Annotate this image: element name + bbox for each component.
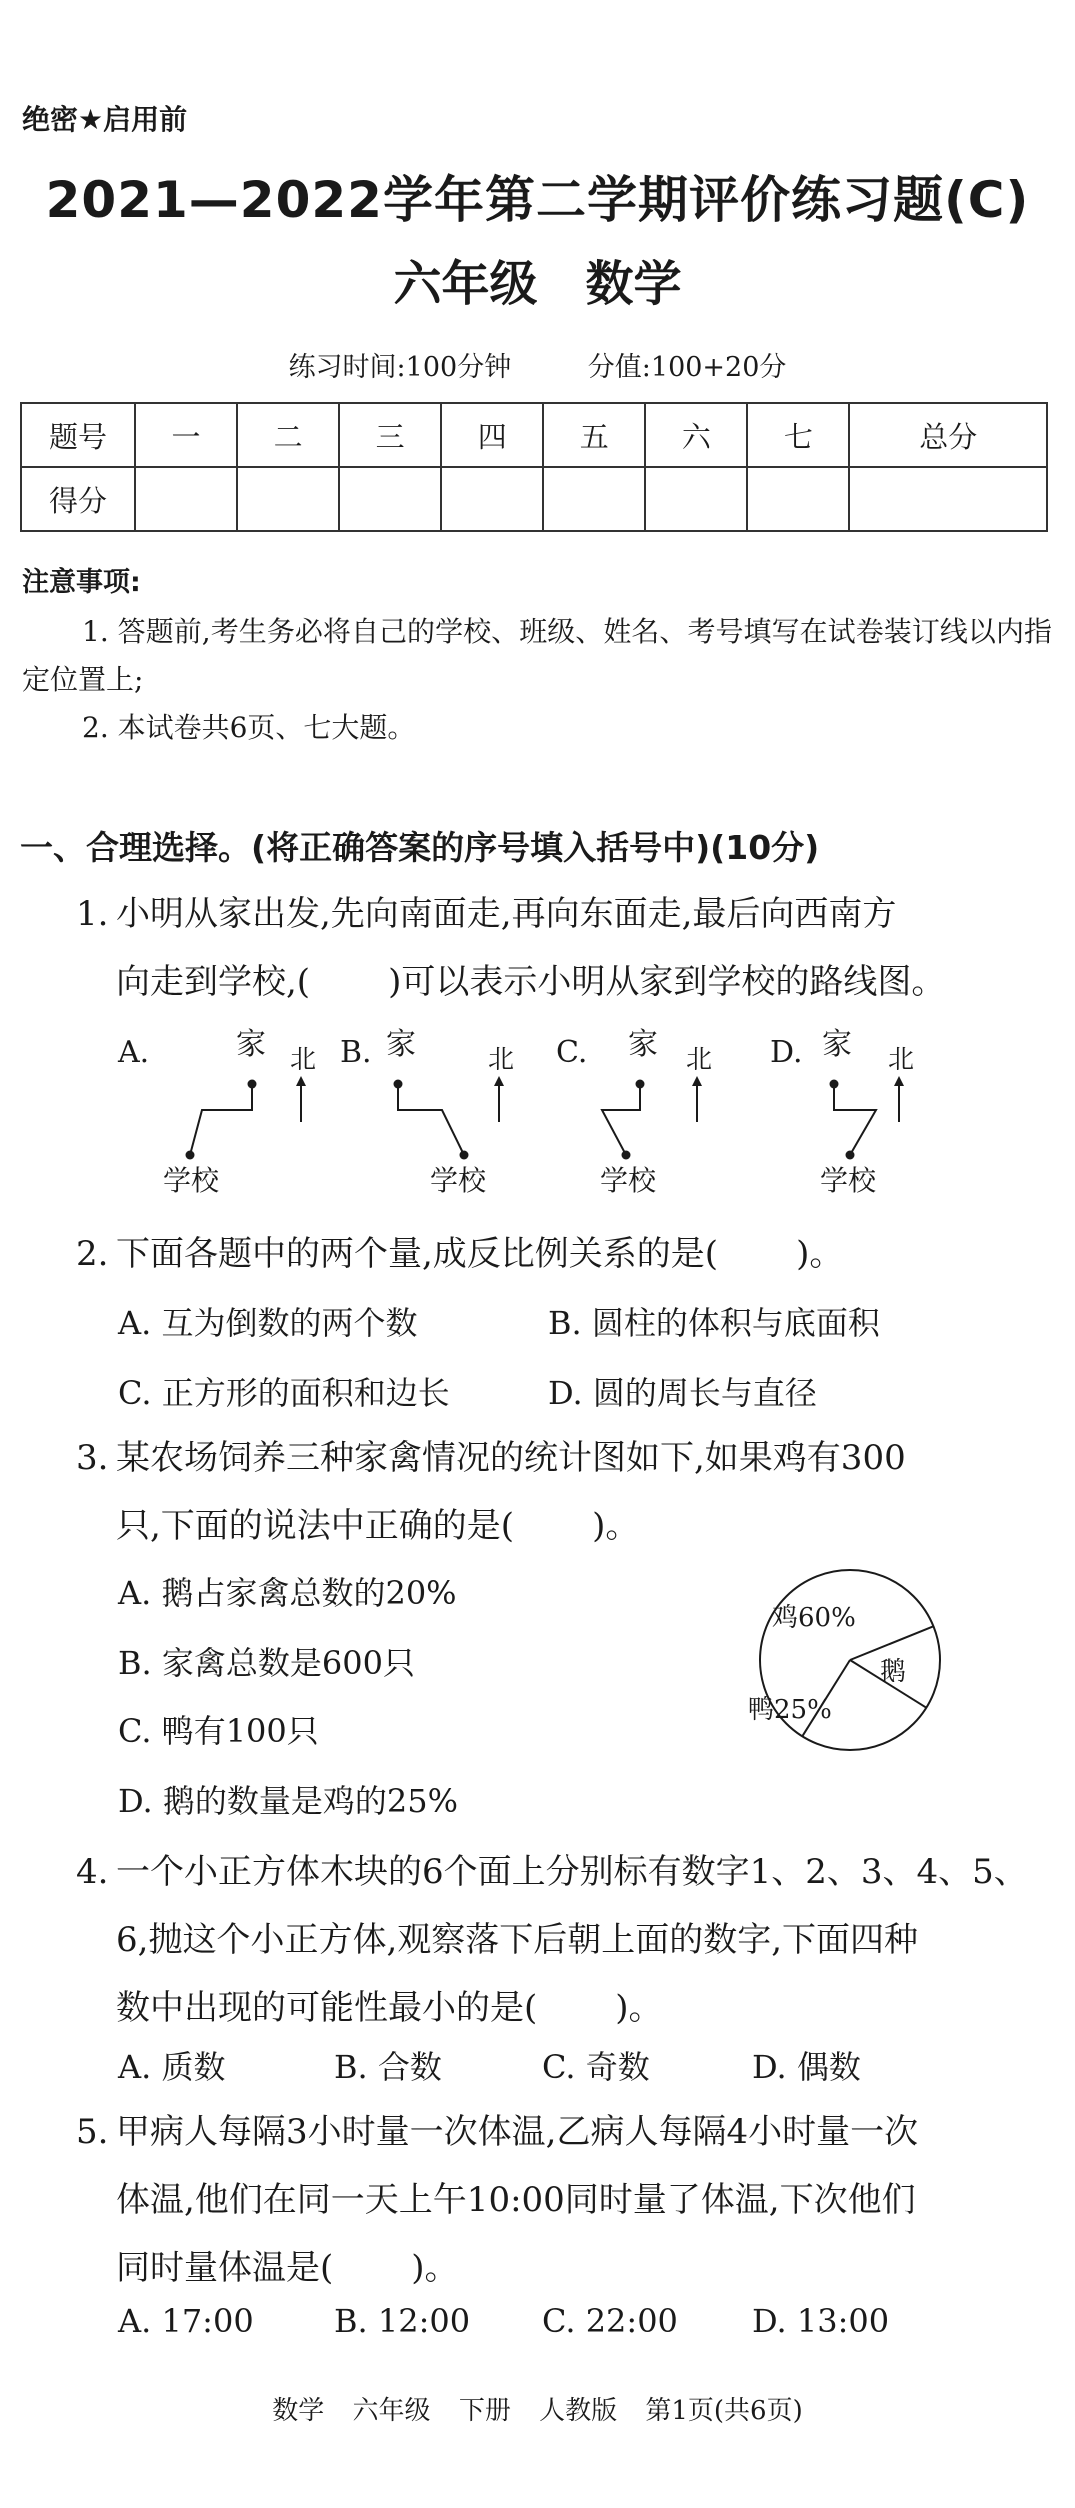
score-cell[interactable] xyxy=(645,467,747,531)
score-table-header: 题号 xyxy=(21,403,135,467)
school-label: 学校 xyxy=(430,1164,487,1197)
option-a: A. 互为倒数的两个数 xyxy=(118,1304,418,1342)
question-text: )。 xyxy=(796,1234,844,1274)
home-dot xyxy=(636,1080,645,1089)
question-text-line xyxy=(116,1492,1056,1560)
question-text: 甲病人每隔3小时量一次体温,乙病人每隔4小时量一次 xyxy=(116,2112,919,2152)
option-a: A. 质数 xyxy=(118,2048,226,2086)
score-table-header: 六 xyxy=(645,403,747,467)
question-text: 某农场饲养三种家禽情况的统计图如下,如果鸡有300 xyxy=(116,1438,906,1478)
score-table-header: 五 xyxy=(543,403,645,467)
question-text-line xyxy=(116,1220,1056,1288)
question-number: 3. xyxy=(76,1438,109,1478)
question-4 xyxy=(76,1838,1056,2042)
question-3 xyxy=(76,1424,1056,1560)
footer-page: 第1页(共6页) xyxy=(645,2396,803,2426)
question-2 xyxy=(76,1220,1056,1288)
score-cell[interactable] xyxy=(135,467,237,531)
north-label: 北 xyxy=(686,1045,713,1075)
arrow-head-icon xyxy=(692,1076,702,1086)
question-text-line xyxy=(116,2234,1056,2302)
footer-grade: 六年级 xyxy=(352,2396,431,2426)
question-text: )。 xyxy=(411,2248,459,2288)
exam-title: 2021—2022学年第二学期评价练习题(C) xyxy=(45,171,1030,229)
score-table-header-row xyxy=(21,403,1047,467)
question-text: 向走到学校,( xyxy=(116,962,311,1002)
option-label: A. xyxy=(118,1035,150,1070)
north-label: 北 xyxy=(888,1045,915,1075)
option-c: C. 奇数 xyxy=(542,2048,650,2086)
option-b: B. 12:00 xyxy=(334,2302,471,2340)
route-path-d xyxy=(834,1084,876,1155)
question-text: 同时量体温是( xyxy=(116,2248,334,2288)
option-d: D. 偶数 xyxy=(752,2048,861,2086)
option-b: B. 家禽总数是600只 xyxy=(118,1644,415,1682)
question-text: 数中出现的可能性最小的是( xyxy=(116,1988,538,2028)
route-path-c xyxy=(602,1084,640,1155)
option-label: B. xyxy=(340,1035,372,1070)
question-text: 小明从家出发,先向南面走,再向东面走,最后向西南方 xyxy=(116,894,897,934)
option-a: A. 鹅占家禽总数的20% xyxy=(118,1574,457,1612)
question-text: 6,抛这个小正方体,观察落下后朝上面的数字,下面四种 xyxy=(116,1920,919,1960)
question-text: 一个小正方体木块的6个面上分别标有数字1、2、3、4、5、 xyxy=(116,1852,1028,1892)
north-label: 北 xyxy=(290,1045,317,1075)
route-path-b xyxy=(398,1084,464,1155)
school-label: 学校 xyxy=(163,1164,220,1197)
score-table-score-row xyxy=(21,467,1047,531)
pie-label-goose: 鹅 xyxy=(880,1657,907,1687)
question-text: 只,下面的说法中正确的是( xyxy=(116,1506,515,1546)
confidential-label: 绝密★启用前 xyxy=(22,103,188,136)
notice-heading: 注意事项: xyxy=(22,567,141,598)
arrow-head-icon xyxy=(894,1076,904,1086)
question-5 xyxy=(76,2098,1056,2302)
arrow-head-icon xyxy=(296,1076,306,1086)
exam-subtitle: 六年级 数学 xyxy=(393,256,682,312)
question-1 xyxy=(76,880,1056,1016)
score-cell[interactable] xyxy=(747,467,849,531)
section-1-heading: 一、合理选择。(将正确答案的序号填入括号中)(10分) xyxy=(20,828,820,867)
question-number: 2. xyxy=(76,1234,109,1274)
question-number: 4. xyxy=(76,1852,109,1892)
notice-item-1: 1. 答题前,考生务必将自己的学校、班级、姓名、考号填写在试卷装订线以内指定位置上; xyxy=(22,615,1052,696)
score-table-header: 二 xyxy=(237,403,339,467)
score-cell[interactable] xyxy=(237,467,339,531)
option-d: D. 鹅的数量是鸡的25% xyxy=(118,1782,458,1820)
question-text: 体温,他们在同一天上午10:00同时量了体温,下次他们 xyxy=(116,2180,916,2220)
option-c: C. 22:00 xyxy=(542,2302,678,2340)
exam-time: 练习时间:100分钟 xyxy=(288,352,512,383)
question-text: 下面各题中的两个量,成反比例关系的是( xyxy=(116,1234,719,1274)
score-cell[interactable] xyxy=(441,467,543,531)
exam-score: 分值:100+20分 xyxy=(587,352,787,383)
pie-label-duck: 鸭25% xyxy=(748,1695,832,1725)
option-label: C. xyxy=(556,1035,588,1070)
footer-edition: 人教版 xyxy=(539,2396,618,2426)
score-table-header: 七 xyxy=(747,403,849,467)
score-row-label: 得分 xyxy=(21,467,135,531)
pie-label-chicken: 鸡60% xyxy=(772,1603,856,1633)
question-number: 5. xyxy=(76,2112,109,2152)
question-number: 1. xyxy=(76,894,109,934)
option-c: C. 正方形的面积和边长 xyxy=(118,1374,450,1412)
footer-term: 下册 xyxy=(458,2396,511,2426)
notice-item-2: 2. 本试卷共6页、七大题。 xyxy=(82,711,416,744)
score-table-header: 总分 xyxy=(849,403,1047,467)
home-label: 家 xyxy=(822,1027,852,1062)
page-footer xyxy=(0,2390,1075,2427)
question-text-line xyxy=(116,1974,1056,2042)
option-label: D. xyxy=(770,1035,803,1070)
poultry-pie-chart xyxy=(700,1560,1000,1760)
home-label: 家 xyxy=(386,1027,416,1062)
pie-divider-chicken-goose xyxy=(850,1626,933,1660)
score-cell[interactable] xyxy=(849,467,1047,531)
home-label: 家 xyxy=(628,1027,658,1062)
score-cell[interactable] xyxy=(543,467,645,531)
home-dot xyxy=(248,1080,257,1089)
option-c: C. 鸭有100只 xyxy=(118,1712,319,1750)
score-table-header: 一 xyxy=(135,403,237,467)
option-d: D. 13:00 xyxy=(752,2302,890,2340)
arrow-head-icon xyxy=(494,1076,504,1086)
route-path-a xyxy=(190,1084,252,1155)
question-text: )。 xyxy=(615,1988,663,2028)
school-label: 学校 xyxy=(600,1164,657,1197)
footer-subject: 数学 xyxy=(272,2396,325,2426)
score-cell[interactable] xyxy=(339,467,441,531)
option-d: D. 圆的周长与直径 xyxy=(548,1374,817,1412)
option-b: B. 合数 xyxy=(334,2048,442,2086)
school-dot xyxy=(460,1151,469,1160)
score-table-header: 三 xyxy=(339,403,441,467)
home-label: 家 xyxy=(236,1027,266,1062)
question-text: )。 xyxy=(592,1506,640,1546)
question-text: )可以表示小明从家到学校的路线图。 xyxy=(388,962,946,1002)
school-dot xyxy=(186,1151,195,1160)
school-dot xyxy=(846,1151,855,1160)
home-dot xyxy=(394,1080,403,1089)
school-label: 学校 xyxy=(820,1164,877,1197)
question-text-line xyxy=(116,948,1056,1016)
score-table xyxy=(20,402,1048,532)
home-dot xyxy=(830,1080,839,1089)
score-table-header: 四 xyxy=(441,403,543,467)
school-dot xyxy=(622,1151,631,1160)
option-b: B. 圆柱的体积与底面积 xyxy=(548,1304,880,1342)
north-label: 北 xyxy=(488,1045,515,1075)
exam-meta xyxy=(0,345,1075,384)
route-diagrams xyxy=(0,1010,1075,1200)
option-a: A. 17:00 xyxy=(118,2302,254,2340)
